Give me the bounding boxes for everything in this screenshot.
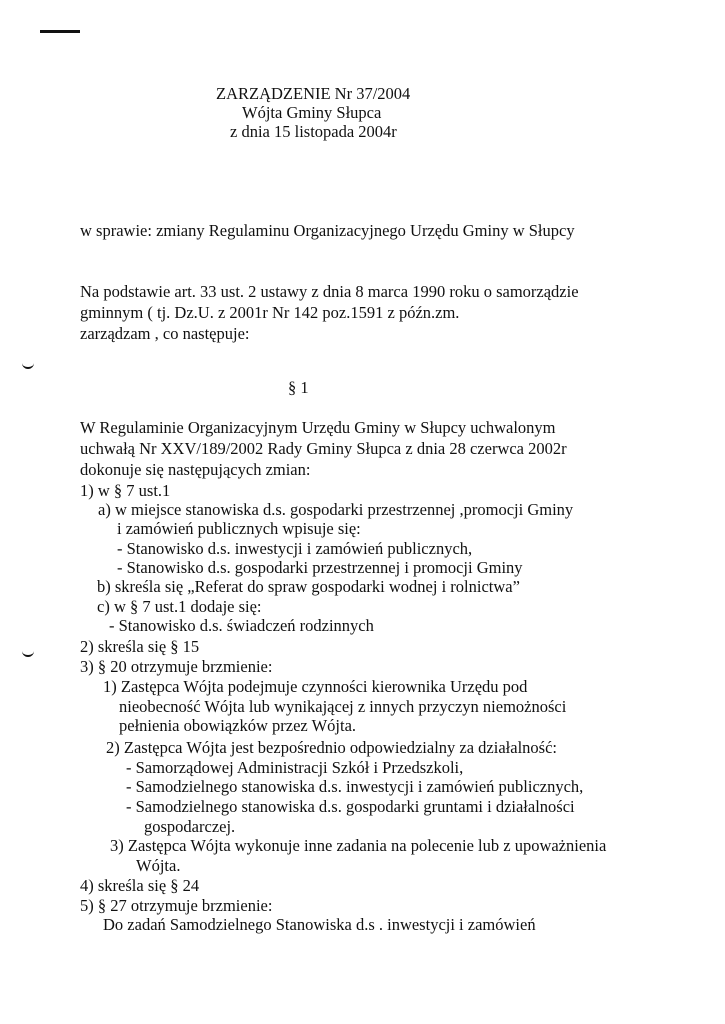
legal-basis-line: zarządzam , co następuje:	[80, 324, 250, 343]
document-header	[0, 84, 725, 141]
list-item: b) skreśla się „Referat do spraw gospodarki wodnej i rolnictwa”	[97, 577, 520, 596]
subject-line: w sprawie: zmiany Regulaminu Organizacyjnego Urzędu Gminy w Słupcy	[80, 221, 575, 240]
list-item: 3) § 20 otrzymuje brzmienie:	[80, 657, 273, 676]
list-item: nieobecność Wójta lub wynikającej z innych przyczyn niemożności	[119, 697, 567, 716]
list-item: 4) skreśla się § 24	[80, 876, 200, 895]
legal-basis-line: Na podstawie art. 33 ust. 2 ustawy z dnia 8 marca 1990 roku o samorządzie	[80, 282, 579, 301]
list-item: i zamówień publicznych wpisuje się:	[117, 519, 361, 538]
list-item: - Stanowisko d.s. świadczeń rodzinnych	[109, 616, 374, 635]
body-line: uchwałą Nr XXV/189/2002 Rady Gminy Słupca z dnia 28 czerwca 2002r	[80, 439, 567, 458]
list-item: pełnienia obowiązków przez Wójta.	[119, 716, 357, 735]
list-item: - Samorządowej Administracji Szkół i Przedszkoli,	[126, 758, 464, 777]
list-item: c) w § 7 ust.1 dodaje się:	[97, 597, 262, 616]
list-item: 1) Zastępca Wójta podejmuje czynności kierownika Urzędu pod	[103, 677, 528, 696]
header-issuer: Wójta Gminy Słupca	[242, 103, 382, 122]
list-item: 1) w § 7 ust.1	[80, 481, 171, 500]
list-item: a) w miejsce stanowiska d.s. gospodarki przestrzennej ,promocji Gminy	[98, 500, 574, 519]
margin-mark	[22, 650, 34, 657]
section-heading: § 1	[288, 378, 309, 397]
list-item: Do zadań Samodzielnego Stanowiska d.s . inwestycji i zamówień	[103, 915, 536, 934]
list-item: 3) Zastępca Wójta wykonuje inne zadania na polecenie lub z upoważnienia	[110, 836, 607, 855]
list-item: - Samodzielnego stanowiska d.s. inwestycji i zamówień publicznych,	[126, 777, 584, 796]
list-item: - Stanowisko d.s. gospodarki przestrzennej i promocji Gminy	[117, 558, 523, 577]
page-mark	[40, 30, 80, 33]
header-title: ZARZĄDZENIE Nr 37/2004	[216, 84, 411, 103]
list-item: gospodarczej.	[144, 817, 236, 836]
list-item: 2) Zastępca Wójta jest bezpośrednio odpowiedzialny za działalność:	[106, 738, 557, 757]
list-item: - Samodzielnego stanowiska d.s. gospodarki gruntami i działalności	[126, 797, 575, 816]
header-date: z dnia 15 listopada 2004r	[230, 122, 397, 141]
list-item: - Stanowisko d.s. inwestycji i zamówień publicznych,	[117, 539, 473, 558]
body-line: dokonuje się następujących zmian:	[80, 460, 311, 479]
list-item: 5) § 27 otrzymuje brzmienie:	[80, 896, 273, 915]
body-line: W Regulaminie Organizacyjnym Urzędu Gminy w Słupcy uchwalonym	[80, 418, 556, 437]
legal-basis-line: gminnym ( tj. Dz.U. z 2001r Nr 142 poz.1591 z późn.zm.	[80, 303, 460, 322]
list-item: Wójta.	[136, 856, 181, 875]
margin-mark	[22, 362, 34, 369]
list-item: 2) skreśla się § 15	[80, 637, 200, 656]
